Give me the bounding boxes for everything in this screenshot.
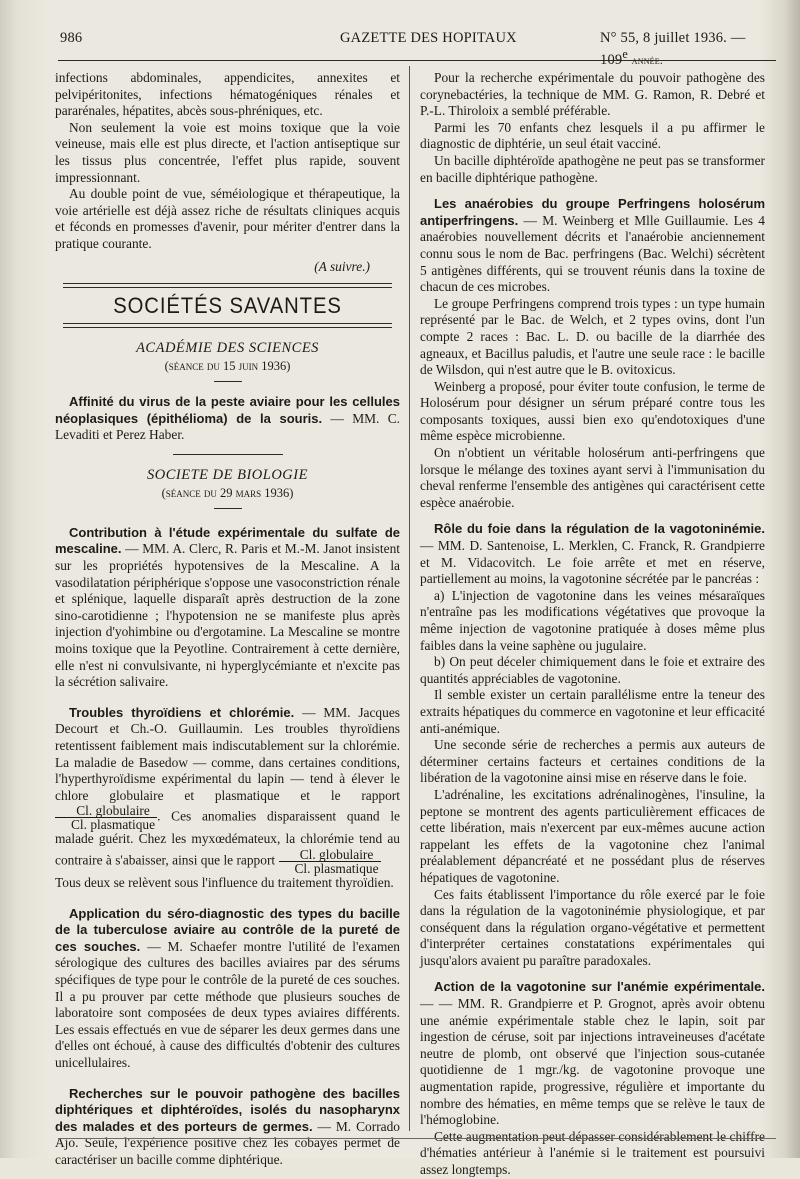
paragraph: Le groupe Perfringens comprend trois types : un type humain représenté par le Bac. de Welch, et 2 types ovins, dont l'un compte 2 races : Bac. L. D. ou bacille de la diarrhée des agneaux, et Bacillus paludis, et l'autre une seule race : le bacille de Wilsdon, qui n'est autre que le B. ovitoxicus. — [420, 295, 765, 378]
chlorine-ratio: $\frac{\text{Cl. globulaire}}{\text{Cl. plasmatique}}$ — [279, 848, 381, 875]
society-title: SOCIETE DE BIOLOGIE — [147, 466, 308, 483]
section-title: SOCIÉTÉS SAVANTES — [113, 293, 342, 319]
double-rule — [63, 283, 392, 288]
article-item: Contribution à l'étude expérimentale du sulfate de mescaline. — MM. A. Clerc, R. Paris et M.-M. Janot insistent sur les propriétés hypotensives de la Mescaline. A la vasodilatation périphérique s'oppose une vasoconstriction rénale et splénique, laquelle disparaît après destruction de la zone sino-carotidienne ; l'hypotension ne se manifeste plus après injection d'yohimbine ou d'ergotamine. La Mescaline se montre moins toxique que la Peyotline. Contrairement à cette dernière, elle n'est ni convulsivante, ni hyperglycémiante et n'excite pas la sécrétion salivaire. — [55, 524, 400, 690]
right-column — [420, 70, 765, 1179]
paragraph: Il semble exister un certain parallélisme entre la teneur des extraits hépatiques du commerce en vagotonine et leur efficacité anti-anémique. — [420, 687, 765, 736]
footer-rule — [58, 1138, 776, 1139]
short-rule — [214, 381, 242, 382]
header-rule — [58, 60, 776, 61]
paragraph: Au double point de vue, séméiologique et thérapeutique, la voie artérielle est déjà assez riche de résultats cliniques acquis et féconds en promesses d'avenir, pour mériter d'entrer dans la pratique courante. — [55, 186, 400, 251]
article-item: Recherches sur le pouvoir pathogène des bacilles diphtériques et diphtéroïdes, isolés du nasopharynx des malades et des porteurs de germes. — M. Corrado Ajo. Seule, l'expérience positive chez les cobayes permet de caractériser un bacille comme diphtérique. — [55, 1085, 400, 1167]
paragraph: Une seconde série de recherches a permis aux auteurs de déterminer certains facteurs et certaines conditions de la libération de la vagotonine ainsi mise en réserve dans le foie. — [420, 737, 765, 786]
session-date: (séance du 29 mars 1936) — [161, 486, 294, 501]
issue-info: N° 55, 8 juillet 1936. — 109e année. — [600, 30, 746, 68]
column-divider — [409, 66, 410, 1131]
paragraph: infections abdominales, appendicites, annexites et pelvipéritonites, infections hématogéniques rénales et pararénales, hépatites, abcès sous-phréniques, etc. — [55, 70, 400, 119]
session-date: (séance du 15 juin 1936) — [164, 359, 291, 374]
list-item: b) On peut déceler chimiquement dans le foie et extraire des quantités appréciables de vagotonine. — [420, 654, 765, 686]
left-column — [55, 70, 400, 1168]
list-item: a) L'injection de vagotonine dans les veines mésaraïques n'entraîne pas les modifications végétatives que provoque la même injection de vagotonine pratiquée à doses même plus faibles dans la veine saphène ou jugulaire. — [420, 587, 765, 653]
page-number: 986 — [60, 30, 83, 46]
article-item: Application du séro-diagnostic des types du bacille de la tuberculose aviaire au contrôle de la pureté de ces souches. — M. Schaefer montre l'utilité de l'examen sérologique des cultures des bacilles aviaires par des sérums spécifiques de type pour le contrôle de la pureté de ces souches. Il a pu prouver par cette méthode que plusieurs souches de laboratoire sont composées de deux types aviaires différents. Les essais effectués en vue de séparer les deux germes dans une d'elles ont échoué, à cause des difficultés d'obtenir des cultures unicellulaires. — [55, 905, 401, 1070]
paragraph: Pour la recherche expérimentale du pouvoir pathogène des corynebactéries, la technique de MM. G. Ramon, R. Debré et P.-L. Thiroloix a semblé préférable. — [420, 70, 765, 119]
paragraph: On n'obtient un véritable holosérum anti-perfringens que lorsque le mélange des toxines ayant servi à l'immunisation du cheval renferme l'ensemble des antigènes qui caractérisent cette espèce anaérobie. — [420, 445, 765, 510]
paragraph: Cette augmentation peut dépasser considérablement le chiffre d'hématies antérieur à l'anémie si le traitement est poursuivi assez longtemps. — [420, 1128, 765, 1177]
paragraph: Non seulement la voie est moins toxique que la voie veineuse, mais elle est plus directe, et l'action antiseptique sur les tissus plus concentrée, l'effet plus rapide, souvent impressionnant. — [55, 119, 400, 185]
paragraph: Tous deux se relèvent sous l'influence du traitement thyroïdien. — [55, 874, 394, 890]
paragraph: Parmi les 70 enfants chez lesquels il a pu affirmer le diagnostic de diphtérie, un seul était vacciné. — [420, 119, 765, 152]
paragraph: Un bacille diphtéroïde apathogène ne peut pas se transformer en bacille diphtérique pathogène. — [420, 152, 765, 185]
paragraph: L'adrénaline, les excitations adrénalinogènes, l'insuline, la peptone se montrent des agents particulièrement efficaces de cette libération, mais n'exercent par eux-mêmes aucune action rappelant les effets de la vagotonine chez l'animal préalablement dépancréaté et ne possédant plus de réserves hépatiques de vagotonine. — [420, 786, 765, 885]
article-item: Action de la vagotonine sur l'anémie expérimentale. — — MM. R. Grandpierre et P. Grognot, après avoir obtenu une anémie expérimentale stable chez le lapin, soit par ingestion de céruse, soit par injections intraveineuses d'acétate neutre de plomb, ont observé que l'injection sous-cutanée quotidienne de 1 mgr./kg. de vagotonine provoque une augmentation rapide, progressive, régulière et importante du nombre des hématies, en même temps que se relève le taux de l'hémoglobine. — [420, 979, 765, 1128]
page-header — [60, 30, 772, 68]
separator-rule — [173, 454, 283, 455]
journal-title: GAZETTE DES HOPITAUX — [340, 30, 517, 46]
article-item: Troubles thyroïdiens et chlorémie. — MM. Jacques Decourt et Ch.-O. Guillaumin. Les troubles thyroïdiens retentissent faiblement mais indiscutablement sur la chlorémie. La maladie de Basedow — comme, dans certaines conditions, l'hyperthyroïdisme expérimental du lapin — tend à élever le chlore globulaire et plasmatique et le rapport $\frac{\text{Cl. globulaire}}{\text{Cl. plasmatique}}$ . Ces anomalies disparaissent quand le malade guérit. Chez les myxœdémateux, la chlorémie tend au contraire à s'abaisser, ainsi que le rapport $\frac{\text{Cl. globulaire}}{\text{Cl. plasmatique}}$ — [55, 704, 400, 876]
chlorine-ratio: $\frac{\text{Cl. globulaire}}{\text{Cl. plasmatique}}$ — [55, 804, 157, 831]
short-rule — [214, 508, 242, 509]
paragraph: Weinberg a proposé, pour éviter toute confusion, le terme de Holosérum pour désigner un sérum préparé contre tous les composants toxiques, aussi bien exo qu'endotoxiques d'une même espèce microbienne. — [420, 378, 765, 444]
continued-note: (A suivre.) — [314, 258, 370, 274]
double-rule — [63, 323, 392, 328]
article-item: Affinité du virus de la peste aviaire pour les cellules néoplasiques (épithélioma) de la souris. — MM. C. Levaditi et Perez Haber. — [55, 393, 400, 443]
paragraph: Ces faits établissent l'importance du rôle exercé par le foie dans la régulation de la vagotoninémie physiologique, et par conséquent dans la régulation organo-végétative et permettent d'interpréter certaines constatations expérimentales qui jusqu'alors avaient pu paraître paradoxales. — [420, 886, 765, 968]
article-item: Les anaérobies du groupe Perfringens holosérum antiperfringens. — M. Weinberg et Mlle Guillaumie. Les 4 anaérobies nouvellement décrits et l'anaérobie anciennement connu sous le nom de Bac. perfringens (Bac. Welchi) sécrètent 5 antigènes différents, qui se trouvent réunis dans la toxine de chacun de ces microbes. — [420, 196, 765, 295]
article-item: Rôle du foie dans la régulation de la vagotoninémie. — MM. D. Santenoise, L. Merklen, C. Franck, R. Grandpierre et M. Vidacovitch. Le foie arrête et met en réserve, partiellement au moins, la vagotonine sécrétée par le pancréas : — [420, 521, 765, 587]
society-title: ACADÉMIE DES SCIENCES — [136, 339, 319, 356]
